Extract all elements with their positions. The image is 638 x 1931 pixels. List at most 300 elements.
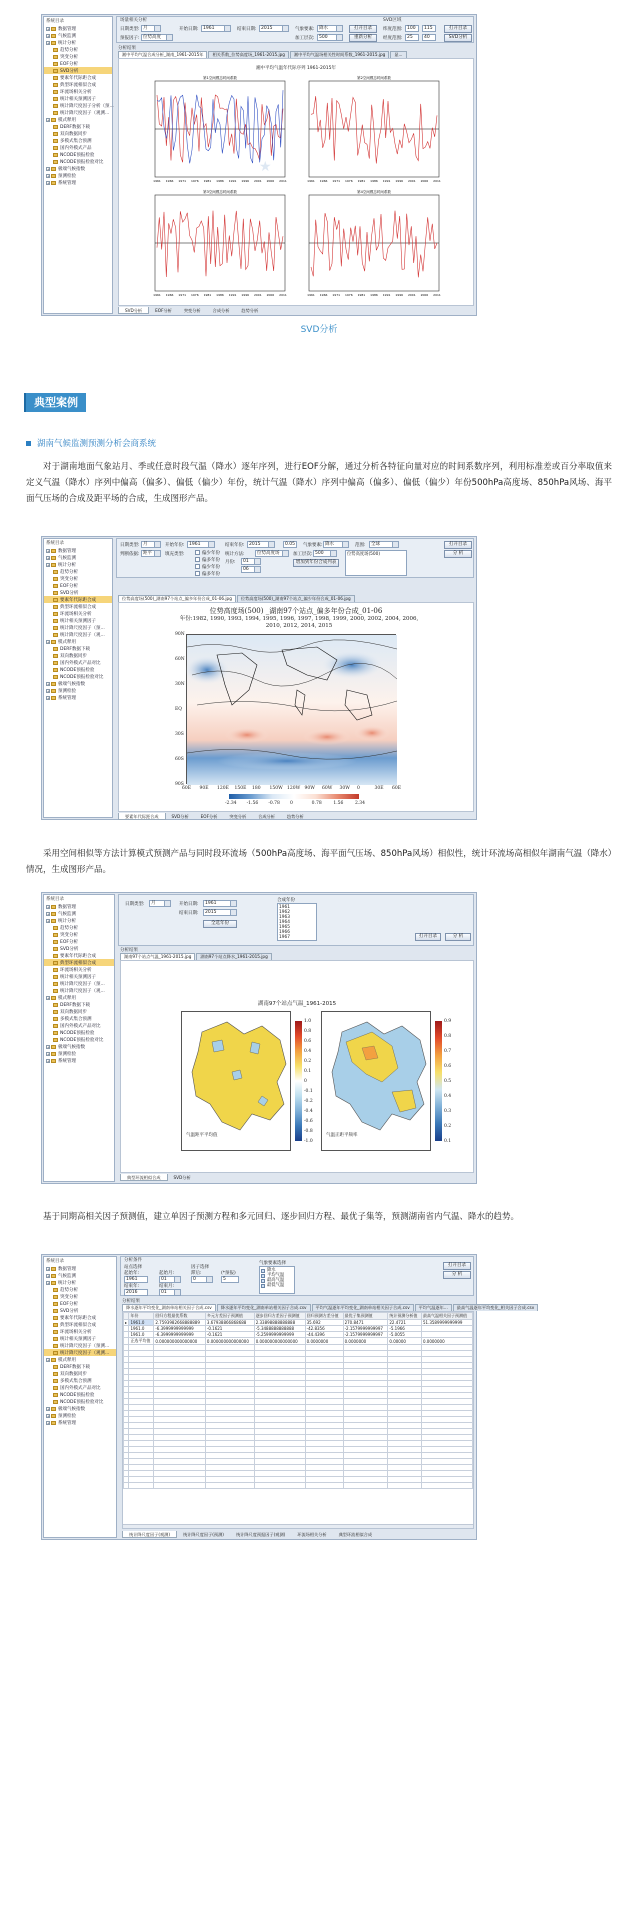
tree-item[interactable] bbox=[44, 575, 112, 582]
x-tick-label: 1966 bbox=[319, 293, 328, 297]
bottom-tab-trend[interactable]: 趋势分析 bbox=[241, 308, 259, 313]
expand-toggle-icon[interactable]: + bbox=[47, 1413, 50, 1418]
tree-item[interactable] bbox=[44, 144, 112, 151]
tree-item[interactable] bbox=[44, 1370, 116, 1377]
bottom-tab-2[interactable]: 统计降尺度因子(预测) bbox=[182, 1532, 224, 1537]
tree-item-label: 统计降尺度因子（预... bbox=[60, 625, 105, 631]
elem-select[interactable]: 降水 bbox=[317, 25, 343, 32]
tree-item[interactable] bbox=[44, 1300, 116, 1307]
bottom-tab-4[interactable]: 环流场相关分析 bbox=[297, 1532, 327, 1537]
tree-item[interactable] bbox=[44, 32, 112, 39]
tree-item[interactable] bbox=[44, 151, 112, 158]
tick-label: -0.2 bbox=[304, 1099, 313, 1104]
tree-item[interactable] bbox=[44, 1328, 116, 1335]
tree-item[interactable] bbox=[44, 903, 114, 910]
tree-item[interactable] bbox=[44, 659, 112, 666]
tree-item[interactable] bbox=[44, 1008, 114, 1015]
tick-label: 0.7 bbox=[444, 1049, 452, 1054]
right-province-map bbox=[321, 1011, 431, 1151]
tree-item[interactable] bbox=[44, 88, 112, 95]
result-tabs bbox=[118, 51, 474, 58]
lon-max-input[interactable]: 40 bbox=[422, 34, 436, 41]
lat-min-input[interactable]: 100 bbox=[405, 25, 419, 32]
level-label: 加工层次: bbox=[295, 36, 315, 41]
year-list-item[interactable]: 1967 bbox=[279, 935, 290, 940]
bottom-tab-svd[interactable]: SVD分析 bbox=[173, 1175, 191, 1180]
bottom-tab-svd[interactable]: SVD分析 bbox=[118, 307, 149, 314]
checkbox-icon[interactable] bbox=[261, 1269, 265, 1273]
panel-subtitle: 第1空间模态时间系数 bbox=[203, 76, 237, 80]
expand-toggle-icon[interactable]: + bbox=[47, 918, 50, 923]
column-header[interactable]: 多元方差因子预测值 bbox=[205, 1313, 254, 1320]
year-list-item[interactable]: 1964 bbox=[279, 920, 290, 925]
lon-min-input[interactable]: 25 bbox=[405, 34, 419, 41]
bottom-tab-eof[interactable]: EOF分析 bbox=[200, 814, 218, 819]
expand-toggle-icon[interactable]: + bbox=[47, 117, 50, 122]
bottom-tab-similarity[interactable]: 典型环流相似合成 bbox=[120, 1174, 168, 1181]
folder-icon bbox=[53, 62, 58, 66]
tree-item[interactable] bbox=[44, 53, 112, 60]
tree-item[interactable] bbox=[44, 589, 112, 596]
expand-toggle-icon[interactable]: + bbox=[47, 911, 50, 916]
similarity-window bbox=[41, 892, 477, 1184]
expand-toggle-icon[interactable]: + bbox=[47, 688, 50, 693]
base-year-input[interactable]: 2016 bbox=[124, 1289, 148, 1296]
panel-subtitle: 第3空间模态时间系数 bbox=[203, 190, 237, 194]
result-tab-4[interactable]: 显... bbox=[390, 51, 406, 58]
expand-toggle-icon[interactable]: + bbox=[47, 40, 50, 45]
bottom-tab-eof[interactable]: EOF分析 bbox=[155, 308, 172, 313]
x-tick-label: 2001 bbox=[407, 293, 416, 297]
start-select[interactable]: 1961 bbox=[203, 900, 237, 907]
tree-item[interactable] bbox=[44, 554, 112, 561]
tree-item[interactable] bbox=[44, 1384, 116, 1391]
expand-toggle-icon[interactable]: + bbox=[47, 904, 50, 909]
tree-item-label: NCODE预报检验 bbox=[60, 152, 95, 158]
tree-item[interactable] bbox=[44, 1356, 116, 1363]
expand-toggle-icon[interactable]: + bbox=[47, 33, 50, 38]
tree-item[interactable] bbox=[44, 130, 112, 137]
tick-label: 0.2 bbox=[444, 1124, 452, 1129]
tree-item[interactable] bbox=[44, 945, 114, 952]
tree-item[interactable] bbox=[44, 694, 112, 701]
tree-item[interactable] bbox=[44, 1057, 114, 1064]
result-tab-1[interactable]: 降水逐年平均变化_湖南单站相关因子合成.csv bbox=[122, 1304, 216, 1311]
tree-item[interactable] bbox=[44, 666, 112, 673]
result-tab-1[interactable]: 湖南97个站点气温_1961-2015.jpg bbox=[120, 953, 195, 960]
tree-item[interactable] bbox=[44, 610, 112, 617]
x-tick-label: 1976 bbox=[190, 179, 199, 183]
expand-toggle-icon[interactable]: + bbox=[47, 166, 50, 171]
tree-item-label: 要素年代际距合成 bbox=[60, 953, 96, 959]
start-month-select[interactable]: 01 bbox=[159, 1276, 181, 1283]
column-header[interactable]: 年份 bbox=[129, 1313, 154, 1320]
tree-item[interactable] bbox=[44, 46, 112, 53]
expand-toggle-icon[interactable]: + bbox=[47, 1044, 50, 1049]
level-select[interactable]: 500 bbox=[317, 34, 343, 41]
folder-icon bbox=[53, 1386, 58, 1390]
x-tick-label: 1971 bbox=[332, 179, 341, 183]
folder-icon bbox=[53, 626, 58, 630]
tree-item[interactable] bbox=[44, 1050, 114, 1057]
folder-icon bbox=[53, 982, 58, 986]
result-tab-3[interactable]: 平均气温逐年平均变化_湖南单站相关因子合成.csv bbox=[312, 1304, 414, 1311]
year-list-item[interactable]: 1965 bbox=[279, 925, 290, 930]
start-year-input[interactable]: 1961 bbox=[124, 1276, 148, 1283]
panel-subtitle: 第4空间模态时间系数 bbox=[357, 190, 391, 194]
tree-item[interactable] bbox=[44, 172, 112, 179]
bottom-tab-composite[interactable]: 合成分析 bbox=[212, 308, 230, 313]
x-tick-label: 1981 bbox=[357, 179, 366, 183]
tree-item[interactable] bbox=[44, 116, 112, 123]
checkbox-icon[interactable] bbox=[261, 1274, 265, 1278]
tree-item-label: 国内外模式产品 bbox=[60, 145, 92, 151]
tree-item[interactable] bbox=[44, 1272, 116, 1279]
expand-toggle-icon[interactable]: + bbox=[47, 1051, 50, 1056]
tree-item[interactable] bbox=[44, 179, 112, 186]
column-header[interactable]: 回归预测方差分值 bbox=[305, 1313, 343, 1320]
std-input[interactable]: 0.05 bbox=[285, 542, 296, 547]
tree-item[interactable] bbox=[44, 81, 112, 88]
result-tab-2[interactable]: 位势高度场(500)_湖南97个站点_偏少年份合成_01-06.jpg bbox=[237, 595, 355, 602]
tree-item[interactable] bbox=[44, 638, 112, 645]
end-month-select[interactable]: 01 bbox=[159, 1289, 181, 1296]
figure-title: 湘中平均气温年代际序列 1961-2015年 bbox=[256, 66, 336, 71]
tree-item[interactable] bbox=[44, 1419, 116, 1426]
tick-label: 0.8 bbox=[304, 1029, 312, 1034]
open-dir-button-2[interactable]: 打开目录 bbox=[444, 25, 472, 33]
element-label: 最低气温 bbox=[267, 1283, 285, 1288]
result-tab-5[interactable]: 最高气温逐年平均变化_相关因子合成.csv bbox=[453, 1304, 538, 1311]
tree-item-label: 预测检验 bbox=[58, 1413, 76, 1419]
expand-toggle-icon[interactable]: + bbox=[47, 1273, 50, 1278]
tree-item[interactable] bbox=[44, 1293, 116, 1300]
tree-item[interactable] bbox=[44, 582, 112, 589]
tree-item[interactable] bbox=[44, 924, 114, 931]
tree-item[interactable] bbox=[44, 596, 112, 603]
tree-item-label: 统计分析 bbox=[58, 40, 76, 46]
x-tick-label: 2006 bbox=[420, 179, 429, 183]
tree-item[interactable] bbox=[44, 938, 114, 945]
tree-item-label: 双向数据同步 bbox=[60, 1009, 87, 1015]
tree-item-label: EOF分析 bbox=[60, 939, 78, 945]
tree-item-label: 突变分析 bbox=[60, 54, 78, 60]
tree-item[interactable] bbox=[44, 1029, 114, 1036]
tick-label: 0.8 bbox=[444, 1034, 452, 1039]
tree-item-label: 预测检验 bbox=[58, 173, 76, 179]
tree-item[interactable] bbox=[44, 1363, 116, 1370]
tree-item[interactable] bbox=[44, 1342, 116, 1349]
field-select[interactable]: 位势高度场 bbox=[255, 550, 289, 557]
tree-item[interactable] bbox=[44, 158, 112, 165]
folder-icon bbox=[53, 940, 58, 944]
tick-label: 90S bbox=[175, 782, 184, 787]
result-tab-2[interactable]: 湖南97个站点降水_1961-2015.jpg bbox=[196, 953, 271, 960]
tree-item[interactable] bbox=[44, 966, 114, 973]
start-select[interactable]: 1961 bbox=[187, 541, 215, 548]
tree-item[interactable] bbox=[44, 1279, 116, 1286]
tree-item[interactable] bbox=[44, 603, 112, 610]
bottom-tab-1[interactable]: 统计降尺度因子(观测) bbox=[122, 1531, 177, 1538]
folder-icon bbox=[51, 1421, 56, 1425]
checkbox-icon[interactable] bbox=[261, 1279, 265, 1283]
tree-item[interactable] bbox=[44, 631, 112, 638]
tree-item[interactable] bbox=[44, 910, 114, 917]
end-select[interactable]: 2015 bbox=[247, 541, 275, 548]
month2-select[interactable]: 06 bbox=[241, 566, 261, 573]
tree-item[interactable] bbox=[44, 137, 112, 144]
x-tick-label: 1996 bbox=[395, 179, 404, 183]
table-row[interactable] bbox=[124, 1338, 473, 1345]
date-type-select[interactable]: 月 bbox=[149, 900, 171, 907]
tree-item[interactable] bbox=[44, 973, 114, 980]
base-year-label: 结束年: bbox=[124, 1284, 140, 1289]
expand-toggle-icon[interactable]: + bbox=[47, 1266, 50, 1271]
check-2[interactable] bbox=[195, 557, 200, 562]
expand-toggle-icon[interactable]: + bbox=[47, 1280, 50, 1285]
tree-item[interactable] bbox=[44, 1036, 114, 1043]
checkbox-icon[interactable] bbox=[261, 1284, 265, 1288]
right-colorbar bbox=[435, 1021, 442, 1141]
expand-toggle-icon[interactable]: + bbox=[47, 681, 50, 686]
x-tick-label: 1986 bbox=[216, 179, 224, 183]
year-list-item[interactable]: 1961 bbox=[279, 905, 290, 910]
colorbar bbox=[229, 794, 359, 799]
start-year-label: 起始年: bbox=[124, 1271, 140, 1276]
elem-select[interactable]: 降水 bbox=[323, 541, 349, 548]
region-select[interactable]: 全球 bbox=[369, 541, 399, 548]
expand-toggle-icon[interactable]: + bbox=[47, 173, 50, 178]
tree-item[interactable] bbox=[44, 39, 112, 46]
check-4[interactable] bbox=[195, 571, 200, 576]
tree-item[interactable] bbox=[44, 687, 112, 694]
folder-icon bbox=[53, 132, 58, 136]
x-tick-label: 1961 bbox=[307, 179, 315, 183]
years-list[interactable] bbox=[277, 903, 317, 941]
result-tab-2[interactable]: 相关系数_位势高度场_1961-2015.jpg bbox=[208, 51, 289, 58]
tree-item[interactable] bbox=[44, 1307, 116, 1314]
column-header[interactable]: 最优子集预测值 bbox=[343, 1313, 388, 1320]
tree-item-label: 统计降尺度因子分析（预... bbox=[60, 103, 114, 109]
tree-item[interactable] bbox=[44, 680, 112, 687]
level-select[interactable]: 500 bbox=[313, 550, 337, 557]
tree-item[interactable] bbox=[44, 917, 114, 924]
expand-toggle-icon[interactable]: + bbox=[47, 1058, 50, 1063]
svd-analyze-button[interactable]: SVD分析 bbox=[444, 34, 472, 42]
tree-item-label: NCODE预报检验对比 bbox=[60, 1399, 104, 1405]
tree-item-label: 双向数据同步 bbox=[60, 131, 87, 137]
lag-select[interactable]: 0 bbox=[191, 1276, 213, 1283]
analyze-button[interactable]: 分 析 bbox=[444, 550, 472, 558]
folder-icon bbox=[53, 153, 58, 157]
tree-item[interactable] bbox=[44, 1405, 116, 1412]
column-header[interactable]: 回归方程最优系数 bbox=[154, 1313, 206, 1320]
expand-toggle-icon[interactable]: + bbox=[47, 1406, 50, 1411]
tree-item-label: 统计相关预测因子 bbox=[60, 96, 96, 102]
tree-item[interactable] bbox=[44, 652, 112, 659]
pred-input[interactable]: 5 bbox=[221, 1276, 239, 1283]
lat-max-input[interactable]: 115 bbox=[422, 25, 436, 32]
tree-item[interactable] bbox=[44, 624, 112, 631]
tree-item[interactable] bbox=[44, 987, 114, 994]
year-list-item[interactable]: 1966 bbox=[279, 930, 290, 935]
tree-item[interactable] bbox=[44, 1321, 116, 1328]
tick-label: -0.8 bbox=[304, 1129, 313, 1134]
tree-item[interactable] bbox=[44, 1265, 116, 1272]
tree-item[interactable] bbox=[44, 74, 112, 81]
analyze-button[interactable]: 分 析 bbox=[443, 1271, 471, 1279]
bottom-tab-composite[interactable]: 要素年代际距合成 bbox=[118, 813, 166, 820]
tree-item[interactable] bbox=[44, 1391, 116, 1398]
tick-label: 120W bbox=[287, 786, 301, 791]
x-tick-label: 1996 bbox=[241, 293, 250, 297]
tree-item[interactable] bbox=[44, 1286, 116, 1293]
element-check-item[interactable] bbox=[261, 1283, 293, 1288]
tree-item[interactable] bbox=[44, 1412, 116, 1419]
tree-item-label: DERF数据下载 bbox=[60, 1002, 91, 1008]
expand-toggle-icon[interactable]: + bbox=[47, 548, 50, 553]
expand-toggle-icon[interactable]: + bbox=[47, 26, 50, 31]
list-item[interactable]: 位势高度场(500) bbox=[347, 552, 381, 557]
tree-item[interactable] bbox=[44, 994, 114, 1001]
tree-item-label: 系统管理 bbox=[58, 1420, 76, 1426]
folder-icon bbox=[53, 125, 58, 129]
open-dir-button[interactable]: 打开目录 bbox=[415, 933, 441, 941]
result-tab-1[interactable]: 位势高度场(500)_湖南97个站点_偏多年份合成_01-06.jpg bbox=[118, 595, 236, 602]
tree-item[interactable] bbox=[44, 1001, 114, 1008]
tree-title: 系统目录 bbox=[46, 897, 64, 902]
month1-select[interactable]: 01 bbox=[241, 558, 261, 565]
similarity-figure bbox=[120, 960, 474, 1173]
reanalyze-button[interactable]: 重新分析 bbox=[349, 34, 377, 42]
bottom-tab-comp2[interactable]: 合成分析 bbox=[258, 814, 275, 819]
tree-item[interactable] bbox=[44, 123, 112, 130]
tree-item[interactable] bbox=[44, 60, 112, 67]
add-to-list-button[interactable]: 增加到年份合成列表 bbox=[293, 559, 339, 567]
bottom-tab-5[interactable]: 典型环流相似合成 bbox=[338, 1532, 373, 1537]
folder-icon bbox=[53, 1330, 58, 1334]
tree-item[interactable] bbox=[44, 931, 114, 938]
tree-item[interactable] bbox=[44, 165, 112, 172]
table-cell: 0.000000000000000 bbox=[154, 1338, 206, 1345]
tree-item[interactable] bbox=[44, 1335, 116, 1342]
tree-item[interactable] bbox=[44, 617, 112, 624]
check-1[interactable] bbox=[195, 550, 200, 555]
tree-item[interactable] bbox=[44, 959, 114, 966]
result-tab-1[interactable]: 湘中平均气温合成分析_湖南_1961-2015年 bbox=[118, 51, 207, 58]
element-label: 最高气温 bbox=[267, 1278, 285, 1283]
expand-toggle-icon[interactable]: + bbox=[47, 555, 50, 560]
year-list-item[interactable]: 1963 bbox=[279, 915, 290, 920]
tree-item[interactable] bbox=[44, 95, 112, 102]
region-label: 范围: bbox=[355, 543, 366, 548]
tick-label: 60E bbox=[182, 786, 192, 791]
field-select[interactable]: 位势高度 bbox=[141, 34, 173, 41]
tree-item-label: 气候监测 bbox=[58, 555, 76, 561]
horizontal-scrollbar[interactable] bbox=[123, 1524, 473, 1528]
bottom-tab-svd[interactable]: SVD分析 bbox=[171, 814, 189, 819]
open-dir-button[interactable]: 打开目录 bbox=[349, 25, 377, 33]
tree-item[interactable] bbox=[44, 109, 112, 116]
expand-toggle-icon[interactable]: + bbox=[47, 1420, 50, 1425]
year-list-item[interactable]: 1962 bbox=[279, 910, 290, 915]
end-select[interactable]: 2015 bbox=[259, 25, 289, 32]
tree-item[interactable] bbox=[44, 645, 112, 652]
check-3[interactable] bbox=[195, 564, 200, 569]
temperature-frequency-map bbox=[322, 1012, 432, 1152]
select-all-years-button[interactable]: 全选年份 bbox=[203, 920, 237, 928]
element-checklist[interactable] bbox=[259, 1266, 295, 1294]
expand-toggle-icon[interactable]: + bbox=[47, 180, 50, 185]
bottom-tab-trend[interactable]: 趋势分析 bbox=[286, 814, 304, 819]
tree-item[interactable] bbox=[44, 1043, 114, 1050]
tree-item-label: 数据管理 bbox=[58, 1266, 76, 1272]
date-type-select[interactable]: 月 bbox=[141, 25, 161, 32]
folder-icon bbox=[53, 961, 58, 965]
result-tab-3[interactable]: 湘中平均气温场相关性时间系数_1961-2015.jpg bbox=[290, 51, 389, 58]
expand-toggle-icon[interactable]: + bbox=[47, 995, 50, 1000]
folder-icon bbox=[53, 654, 58, 658]
result-tab-2[interactable]: 降水逐年平均变化_湖南单站相关因子合成.csv bbox=[217, 1304, 311, 1311]
tree-item[interactable] bbox=[44, 547, 112, 554]
expand-toggle-icon[interactable]: + bbox=[47, 1357, 50, 1362]
result-tab-4[interactable]: 平均气温逐年... bbox=[415, 1304, 452, 1311]
tree-item[interactable] bbox=[44, 67, 112, 74]
date-type-select[interactable]: 月 bbox=[141, 541, 161, 548]
open-dir-button[interactable]: 打开目录 bbox=[444, 541, 472, 549]
regression-tree bbox=[43, 1256, 117, 1538]
tree-item[interactable] bbox=[44, 1022, 114, 1029]
x-tick-label: 1981 bbox=[203, 293, 212, 297]
bottom-tab-mutation[interactable]: 突变分析 bbox=[229, 814, 247, 819]
analyze-button[interactable]: 分 析 bbox=[445, 933, 471, 941]
open-dir-button[interactable]: 打开目录 bbox=[443, 1262, 471, 1270]
tree-item[interactable] bbox=[44, 1377, 116, 1384]
bottom-tab-mutation[interactable]: 突变分析 bbox=[183, 308, 201, 313]
end-select[interactable]: 2015 bbox=[203, 909, 237, 916]
folder-icon bbox=[51, 118, 56, 122]
folder-icon bbox=[53, 139, 58, 143]
svd-condition-panel bbox=[116, 16, 474, 43]
tree-item[interactable] bbox=[44, 561, 112, 568]
tree-item[interactable] bbox=[44, 568, 112, 575]
tree-item[interactable] bbox=[44, 1015, 114, 1022]
tree-item[interactable] bbox=[44, 980, 114, 987]
tree-item[interactable] bbox=[44, 1398, 116, 1405]
tree-item-label: 典型环流相似合成 bbox=[60, 960, 96, 966]
x-tick-label: 1961 bbox=[153, 179, 161, 183]
tree-item[interactable] bbox=[44, 1314, 116, 1321]
expand-toggle-icon[interactable]: + bbox=[47, 562, 50, 567]
tree-item[interactable] bbox=[44, 1349, 116, 1356]
column-header[interactable]: 最高气温相关因子预测值 bbox=[421, 1313, 472, 1320]
tree-item[interactable] bbox=[44, 952, 114, 959]
expand-toggle-icon[interactable]: + bbox=[47, 695, 50, 700]
tree-item[interactable] bbox=[44, 25, 112, 32]
start-select[interactable]: 1961 bbox=[201, 25, 231, 32]
judge-select[interactable]: 距平 bbox=[141, 550, 161, 557]
composite-list[interactable] bbox=[345, 550, 407, 576]
x-tick-label: 1986 bbox=[370, 293, 378, 297]
column-header[interactable]: 逐步回归方差因子预测值 bbox=[254, 1313, 305, 1320]
tree-item[interactable] bbox=[44, 673, 112, 680]
column-header[interactable]: 统计预测分析值 bbox=[388, 1313, 422, 1320]
expand-toggle-icon[interactable]: + bbox=[47, 639, 50, 644]
bottom-tab-3[interactable]: 统计降尺度预报因子(观测) bbox=[235, 1532, 286, 1537]
folder-icon bbox=[51, 689, 56, 693]
lat-label: 纬度范围: bbox=[383, 27, 403, 32]
tree-item[interactable] bbox=[44, 102, 112, 109]
